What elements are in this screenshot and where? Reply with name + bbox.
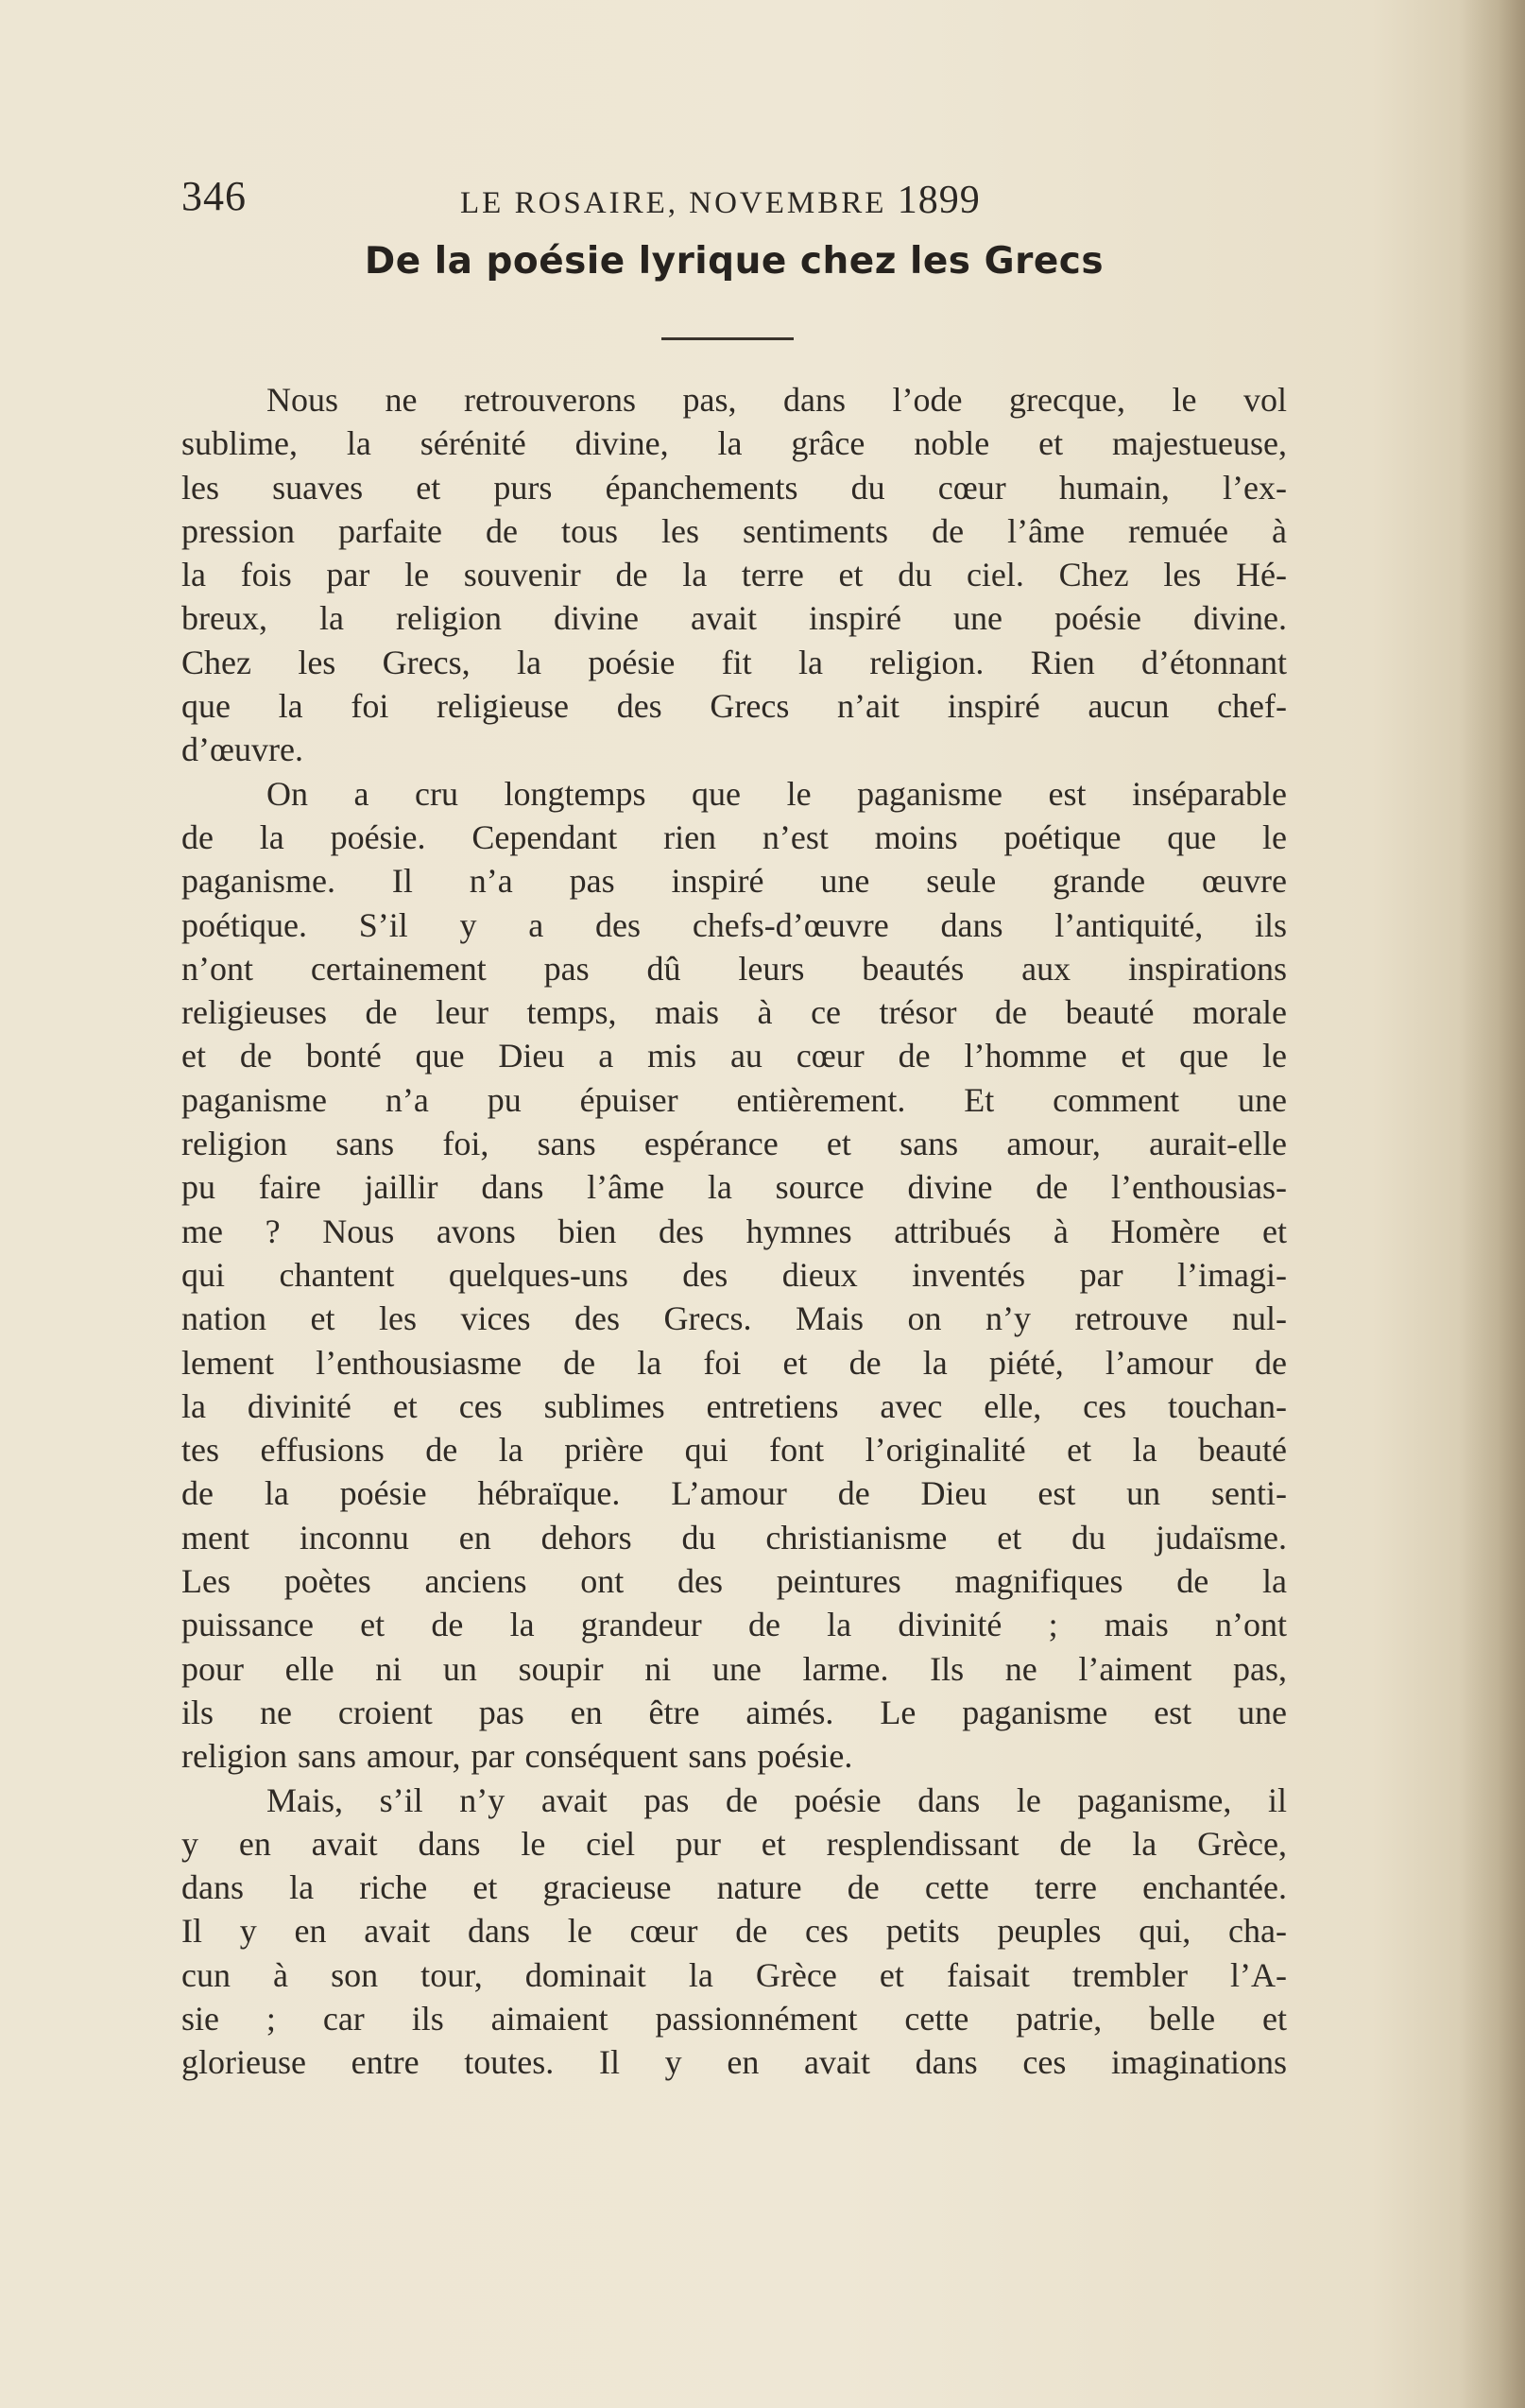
text-line: d’œuvre. xyxy=(181,731,303,769)
text-line: Il y en avait dans le cœur de ces petits peuples qui, cha- xyxy=(181,1912,1287,1951)
text-line: de la poésie. Cependant rien n’est moins poétique que le xyxy=(181,817,1287,856)
text-line: dans la riche et gracieuse nature de cette terre enchantée. xyxy=(181,1868,1287,1907)
text-line: poétique. S’il y a des chefs-d’œuvre dans l’antiquité, ils xyxy=(181,905,1287,944)
text-line: puissance et de la grandeur de la divinité ; mais n’ont xyxy=(181,1606,1287,1644)
text-line: Chez les Grecs, la poésie fit la religion. Rien d’étonnant xyxy=(181,643,1287,681)
text-line: que la foi religieuse des Grecs n’ait inspiré aucun chef- xyxy=(181,687,1287,726)
text-line: tes effusions de la prière qui font l’originalité et la beauté xyxy=(181,1431,1287,1470)
text-line: Nous ne retrouverons pas, dans l’ode grecque, le vol xyxy=(266,381,1287,419)
page-number: 346 xyxy=(181,173,247,219)
text-line: paganisme n’a pu épuiser entièrement. Et comment une xyxy=(181,1080,1287,1119)
text-line: paganisme. Il n’a pas inspiré une seule grande œuvre xyxy=(181,862,1287,901)
text-line: pour elle ni un soupir ni une larme. Ils ne l’aiment pas, xyxy=(181,1649,1287,1688)
running-head xyxy=(460,178,981,223)
text-line: cun à son tour, dominait la Grèce et faisait trembler l’A- xyxy=(181,1955,1287,1994)
text-line: me ? Nous avons bien des hymnes attribués à Homère et xyxy=(181,1212,1287,1250)
text-line: nation et les vices des Grecs. Mais on n’y retrouve nul- xyxy=(181,1299,1287,1338)
text-line: pression parfaite de tous les sentiments de l’âme remuée à xyxy=(181,511,1287,550)
article-title: De la poésie lyrique chez les Grecs xyxy=(364,240,1105,283)
text-line: breux, la religion divine avait inspiré une poésie divine. xyxy=(181,599,1287,638)
text-line: les suaves et purs épanchements du cœur humain, l’ex- xyxy=(181,468,1287,507)
running-head-text: LE ROSAIRE, NOVEMBRE xyxy=(460,186,887,220)
text-line: ment inconnu en dehors du christianisme et du judaïsme. xyxy=(181,1518,1287,1557)
text-line: sublime, la sérénité divine, la grâce noble et majestueuse, xyxy=(181,424,1287,463)
text-line: Mais, s’il n’y avait pas de poésie dans le paganisme, il xyxy=(266,1780,1287,1819)
text-line: la divinité et ces sublimes entretiens avec elle, ces touchan- xyxy=(181,1386,1287,1425)
text-line: qui chantent quelques-uns des dieux inventés par l’imagi- xyxy=(181,1255,1287,1294)
text-line: Les poètes anciens ont des peintures magnifiques de la xyxy=(181,1562,1287,1601)
text-line: On a cru longtemps que le paganisme est inséparable xyxy=(266,774,1287,813)
text-line: religion sans foi, sans espérance et sans amour, aurait-elle xyxy=(181,1125,1287,1163)
text-line: ils ne croient pas en être aimés. Le paganisme est une xyxy=(181,1693,1287,1731)
text-line: y en avait dans le ciel pur et resplendissant de la Grèce, xyxy=(181,1824,1287,1863)
text-line: religion sans amour, par conséquent sans poésie. xyxy=(181,1737,853,1776)
text-line: glorieuse entre toutes. Il y en avait dans ces imaginations xyxy=(181,2043,1287,2082)
page-header xyxy=(181,172,1287,229)
text-line: et de bonté que Dieu a mis au cœur de l’homme et que le xyxy=(181,1037,1287,1075)
text-line: lement l’enthousiasme de la foi et de la piété, l’amour de xyxy=(181,1343,1287,1382)
page-edge-shadow xyxy=(1459,0,1525,2408)
running-head-year: 1899 xyxy=(897,179,981,222)
text-line: sie ; car ils aimaient passionnément cette patrie, belle et xyxy=(181,1999,1287,2038)
title-rule xyxy=(661,337,794,340)
text-line: la fois par le souvenir de la terre et du ciel. Chez les Hé- xyxy=(181,556,1287,594)
text-line: religieuses de leur temps, mais à ce trésor de beauté morale xyxy=(181,993,1287,1032)
text-line: pu faire jaillir dans l’âme la source divine de l’enthousias- xyxy=(181,1168,1287,1207)
text-line: n’ont certainement pas dû leurs beautés aux inspirations xyxy=(181,949,1287,988)
article-body xyxy=(181,378,1287,2085)
text-line: de la poésie hébraïque. L’amour de Dieu est un senti- xyxy=(181,1474,1287,1513)
